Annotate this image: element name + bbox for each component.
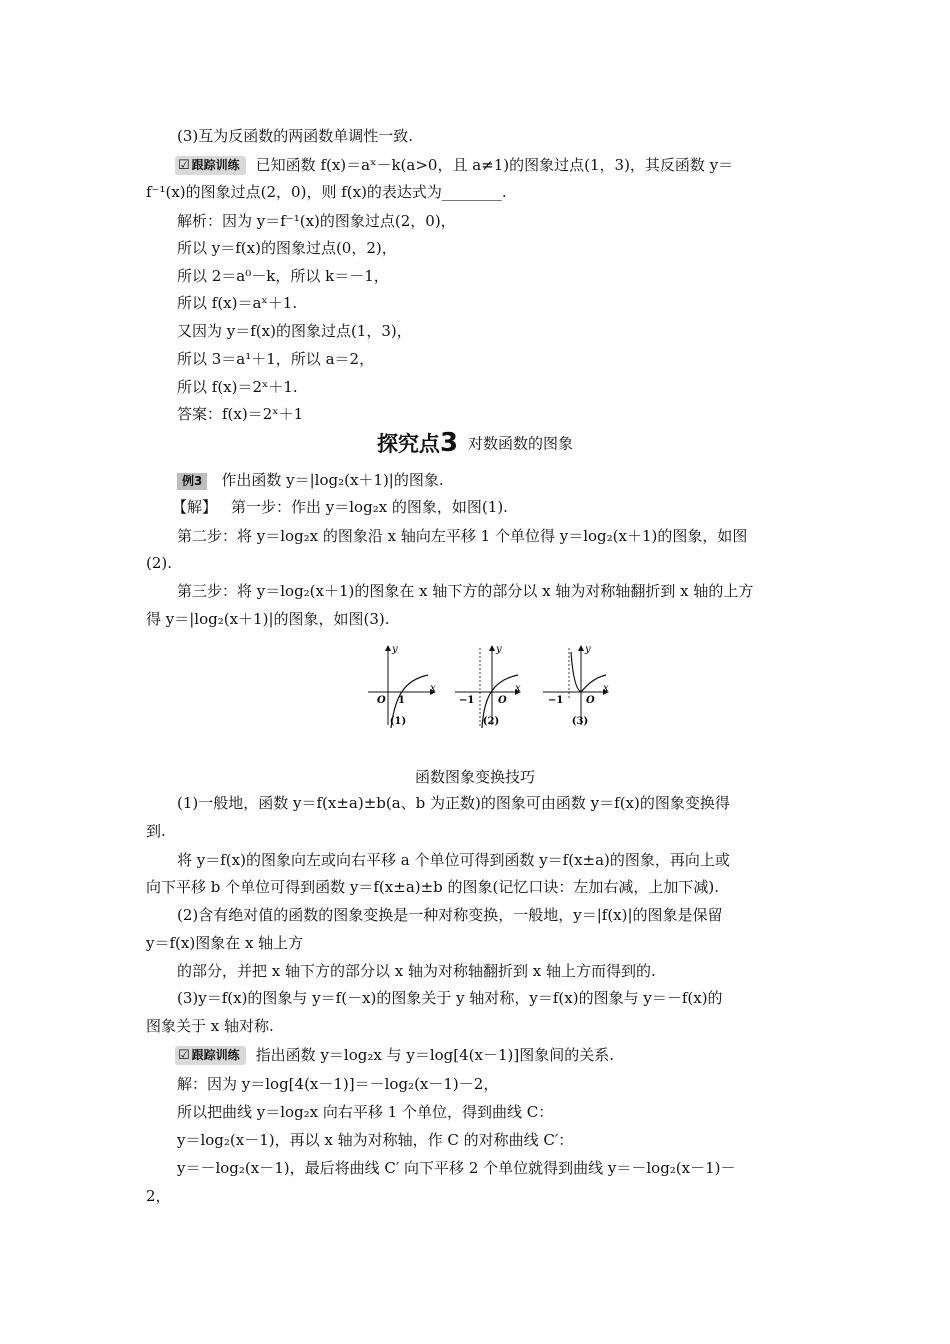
follow-up-line-1: ☑ 跟踪训练 已知函数 f(x)＝aˣ－k(a>0，且 a≠1)的图象过点(1，3)，其反函数 y＝ bbox=[175, 155, 733, 175]
text-line-6: 所以 2＝a⁰－k，所以 k＝－1， bbox=[177, 267, 389, 285]
text-line-23: y＝f(x)图象在 x 轴上方 bbox=[146, 934, 304, 952]
section-title: 函数图象变换技巧 bbox=[414, 768, 535, 786]
solution-label: 【解】 bbox=[172, 498, 218, 516]
text-line-32: 2， bbox=[146, 1187, 171, 1205]
solution-line: 【解】 第一步：作出 y＝log₂x 的图象，如图(1). bbox=[172, 498, 508, 516]
text-line-30: y＝log₂(x－1)，再以 x 轴为对称轴，作 C 的对称曲线 C′： bbox=[177, 1131, 574, 1149]
follow-up-line-2: ☑ 跟踪训练 指出函数 y＝log₂x 与 y＝log[4(x－1)]图象间的关系. bbox=[175, 1045, 614, 1065]
text-line-15: (2). bbox=[146, 554, 173, 572]
fig2-minus-one-label: −1 bbox=[459, 695, 475, 706]
text-line-1: (3)互为反函数的两函数单调性一致. bbox=[177, 127, 414, 145]
heading-subtitle: 对数函数的图象 bbox=[468, 434, 574, 453]
text-line-20: 将 y＝f(x)的图象向左或向右平移 a 个单位可得到函数 y＝f(x±a)的图象，再向上或 bbox=[177, 851, 730, 869]
fig2-y-label: y bbox=[496, 644, 502, 655]
text-line-9: 所以 3＝a¹＋1，所以 a＝2， bbox=[177, 350, 375, 368]
text-line-8: 又因为 y＝f(x)的图象过点(1，3)， bbox=[177, 322, 412, 340]
fig3-minus-one-label: −1 bbox=[548, 695, 564, 706]
text-line-22: (2)含有绝对值的函数的图象变换是一种对称变换，一般地，y＝|f(x)|的图象是保留 bbox=[177, 906, 723, 924]
text-line-18: (1)一般地，函数 y＝f(x±a)±b(a、b 为正数)的图象可由函数 y＝f(x)的图象变换得 bbox=[177, 794, 730, 812]
text-line-24: 的部分，并把 x 轴下方的部分以 x 轴为对称轴翻折到 x 轴上方而得到的. bbox=[177, 962, 656, 980]
fig3-y-label: y bbox=[585, 644, 591, 655]
text-line-10: 所以 f(x)＝2ˣ＋1. bbox=[177, 378, 298, 396]
heading-number: 3 bbox=[439, 428, 459, 458]
text-line-16: 第三步：将 y＝log₂(x＋1)的图象在 x 轴下方的部分以 x 轴为对称轴翻折到 x 轴的上方 bbox=[177, 582, 754, 600]
section-heading bbox=[0, 428, 950, 458]
figure-3 bbox=[543, 644, 609, 725]
text-line-31: y＝－log₂(x－1)，最后将曲线 C′ 向下平移 2 个单位就得到曲线 y＝－log₂(x－1)－ bbox=[177, 1159, 736, 1177]
text-line-17: 得 y＝|log₂(x＋1)|的图象，如图(3). bbox=[146, 610, 390, 628]
text-line-3: f⁻¹(x)的图象过点(2，0)，则 f(x)的表达式为________. bbox=[146, 183, 507, 201]
text-line-7: 所以 f(x)＝aˣ＋1. bbox=[177, 294, 298, 312]
fig1-origin-label: O bbox=[377, 695, 386, 706]
fig2-x-label: x bbox=[515, 683, 521, 694]
fig1-caption: (1) bbox=[389, 716, 407, 727]
heading-main: 探究点 bbox=[376, 432, 440, 456]
text-line-19: 到. bbox=[146, 822, 166, 840]
check-icon-2: ☑ bbox=[178, 1048, 190, 1063]
example-line: 例3 作出函数 y＝|log₂(x＋1)|的图象. bbox=[177, 470, 444, 490]
fig1-x-label: x bbox=[430, 683, 436, 694]
text-line-28: 解：因为 y＝log[4(x－1)]＝－log₂(x－1)－2， bbox=[177, 1075, 499, 1093]
follow-up-badge-2: ☑ 跟踪训练 bbox=[175, 1046, 246, 1065]
fig3-x-label: x bbox=[603, 683, 609, 694]
fig3-caption: (3) bbox=[571, 716, 589, 727]
graph-figures bbox=[360, 640, 620, 732]
text-line-29: 所以把曲线 y＝log₂x 向右平移 1 个单位，得到曲线 C： bbox=[177, 1103, 554, 1121]
text-line-25: (3)y＝f(x)的图象与 y＝f(－x)的图象关于 y 轴对称，y＝f(x)的图象与 y＝－f(x)的 bbox=[177, 989, 723, 1007]
fig2-origin-label: O bbox=[498, 695, 507, 706]
check-icon: ☑ bbox=[178, 158, 190, 173]
fig3-origin-label: O bbox=[586, 695, 595, 706]
fig1-one-label: 1 bbox=[398, 695, 405, 706]
text-line-26: 图象关于 x 轴对称. bbox=[146, 1017, 274, 1035]
example-badge: 例3 bbox=[177, 473, 207, 490]
text-line-14: 第二步：将 y＝log₂x 的图象沿 x 轴向左平移 1 个单位得 y＝log₂(x＋1)的图象，如图 bbox=[177, 527, 748, 545]
fig2-caption: (2) bbox=[482, 716, 500, 727]
follow-up-badge: ☑ 跟踪训练 bbox=[175, 156, 246, 175]
text-line-21: 向下平移 b 个单位可得到函数 y＝f(x±a)±b 的图象(记忆口诀：左加右减，上加下减). bbox=[146, 878, 720, 896]
fig1-y-label: y bbox=[392, 644, 398, 655]
text-line-11: 答案：f(x)＝2ˣ＋1 bbox=[177, 405, 304, 423]
text-line-5: 所以 y＝f(x)的图象过点(0，2)， bbox=[177, 239, 397, 257]
text-line-4: 解析：因为 y＝f⁻¹(x)的图象过点(2，0)， bbox=[177, 212, 456, 230]
